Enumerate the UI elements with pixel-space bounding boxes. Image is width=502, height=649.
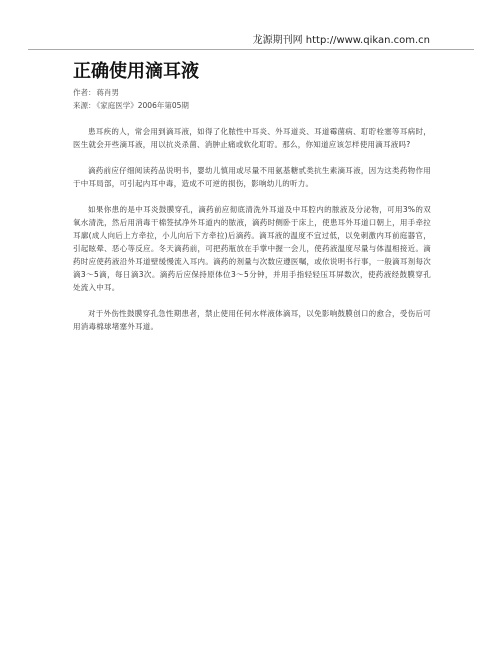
source-line — [73, 101, 189, 111]
paragraph: 对于外伤性鼓膜穿孔急性期患者，禁止使用任何水样液体滴耳，以免影响鼓膜创口的愈合，受伤后可用消毒棉球堵塞外耳道。 — [73, 309, 431, 331]
source-name: 《家庭医学》2006年第05期 — [96, 101, 189, 110]
paragraph: 滴药前应仔细阅读药品说明书，婴幼儿慎用或尽量不用氨基糖甙类抗生素滴耳液，因为这类药物作用于中耳局部，可引起内耳中毒，造成不可逆的损伤，影响幼儿的听力。 — [73, 166, 431, 188]
header-divider — [28, 49, 474, 50]
site-header-text: 龙源期刊网 http://www.qikan.com.cn — [252, 35, 430, 46]
author-label: 作者： — [73, 88, 96, 97]
author-name: 蒋肖男 — [96, 88, 119, 97]
source-label: 来源： — [73, 101, 96, 110]
paragraph: 患耳疾的人，常会用到滴耳液，如得了化脓性中耳炎、外耳道炎、耳道霉菌病、耵聍栓塞等耳病时，医生就会开些滴耳液，用以抗炎杀菌、消肿止痛或软化耵聍。那么，你知道应该怎样使用滴耳液吗? — [73, 127, 431, 149]
paragraph: 如果你患的是中耳炎鼓膜穿孔，滴药前应彻底清洗外耳道及中耳腔内的脓液及分泌物，可用3%的双氧水清洗，然后用消毒干棉签拭净外耳道内的脓液，滴药时侧卧于床上，使患耳外耳道口朝上，用手牵拉耳廓(成人向后上方牵拉，小儿向后下方牵拉)后滴药。滴耳液的温度不宜过低，以免刺激内耳前庭器官，引起眩晕、恶心等反应。冬天滴药前，可把药瓶放在手掌中握一会儿，使药液温度尽量与体温相接近。滴药时应使药液沿外耳道壁缓慢流入耳内。滴药的剂量与次数应遵医嘱，或依说明书行事，一般滴耳剂每次滴3～5滴，每日滴3次。滴药后应保持原体位3～5分钟，并用手指轻轻压耳屏数次，使药液经鼓膜穿孔处流入中耳。 — [73, 205, 431, 292]
article-body — [73, 125, 431, 346]
article-title: 正确使用滴耳液 — [73, 61, 199, 82]
author-line — [73, 88, 119, 98]
